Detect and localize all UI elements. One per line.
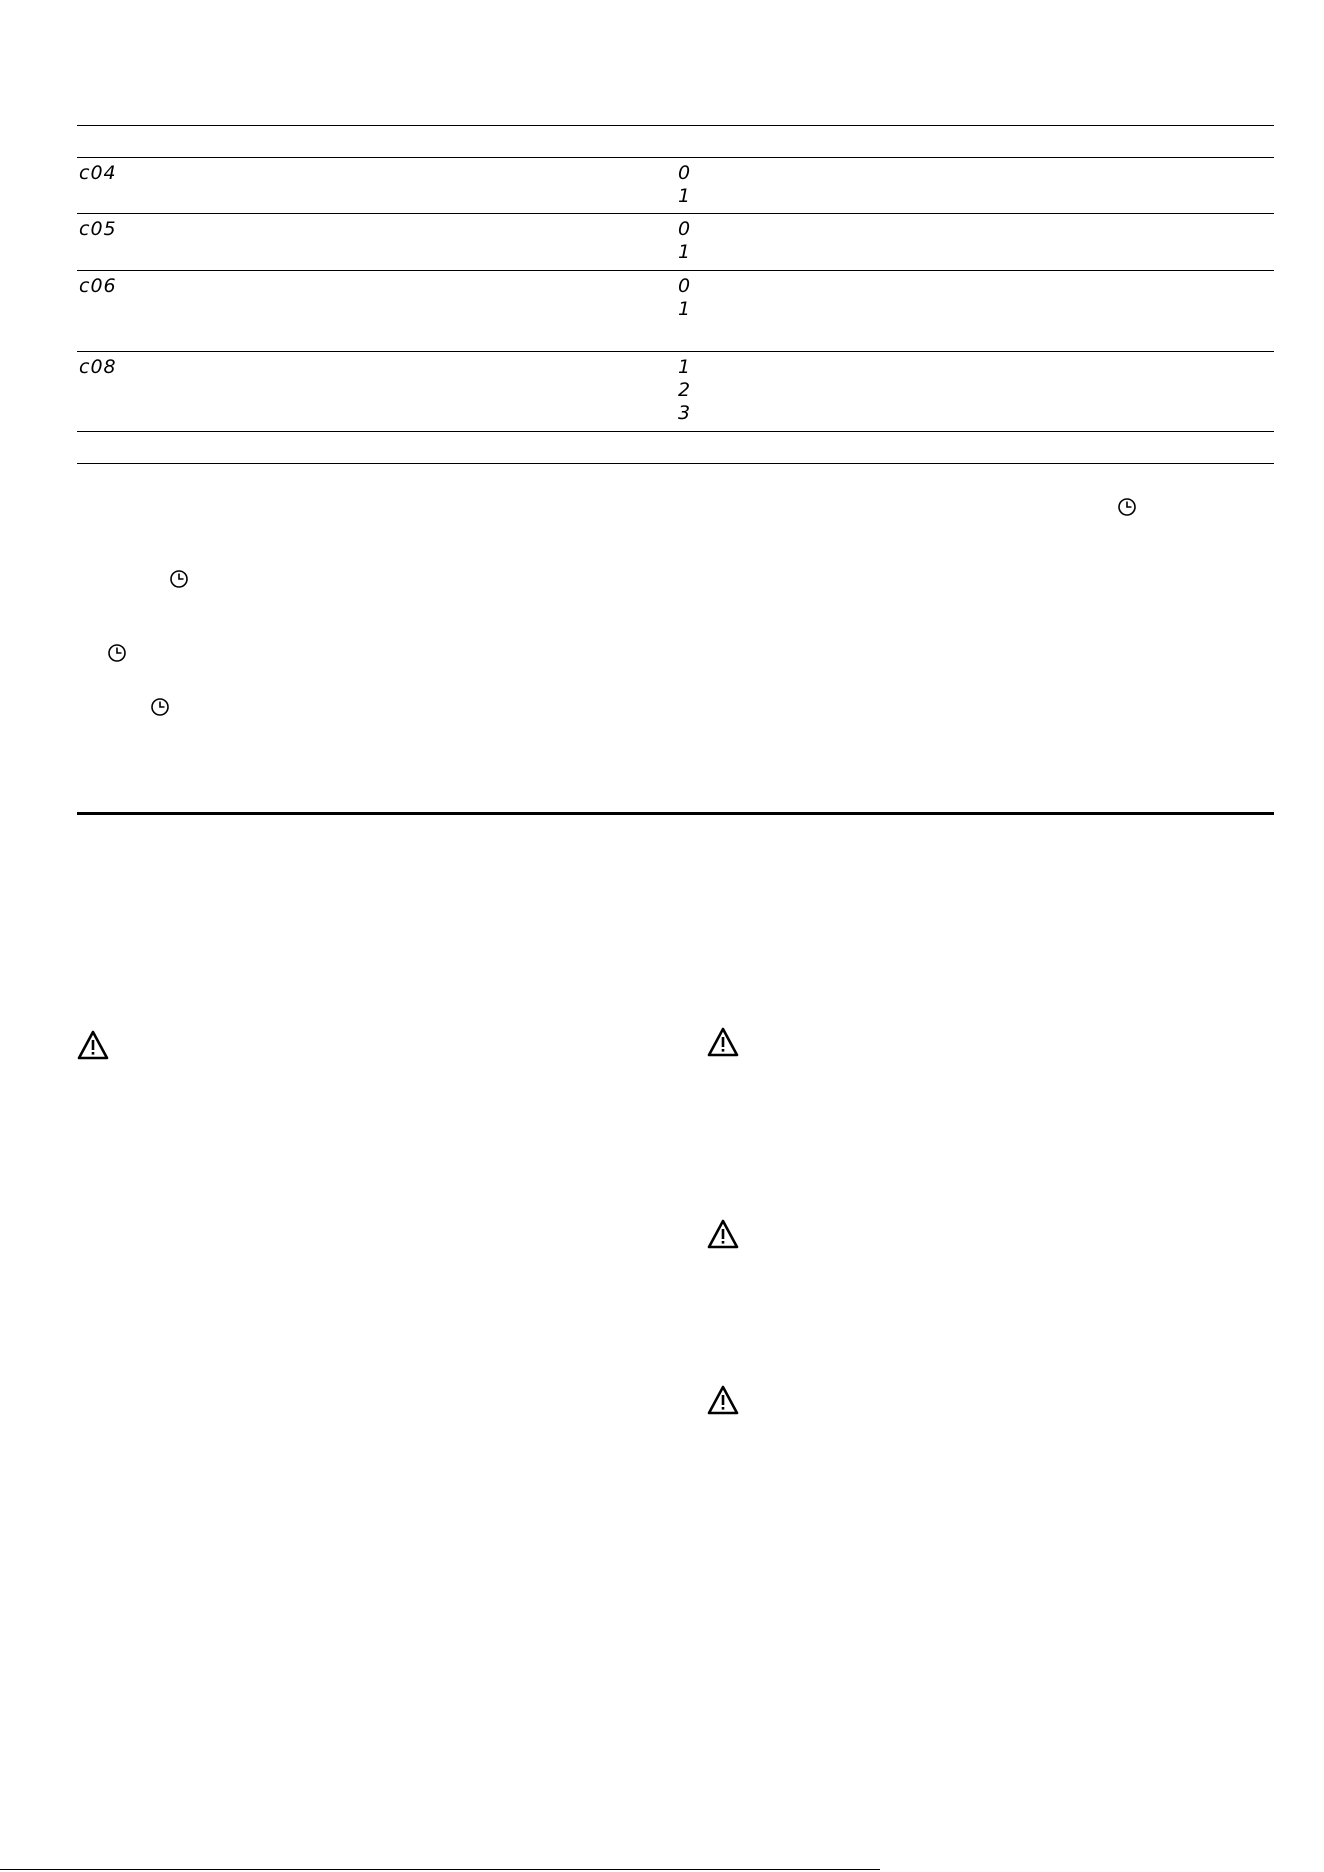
table-header-rule	[77, 157, 1274, 158]
clock-icon	[1117, 497, 1137, 517]
setting-value: 0	[678, 275, 691, 297]
table-top-rule	[77, 125, 1274, 126]
section-rule	[77, 463, 1274, 464]
table-row-rule	[77, 270, 1274, 271]
table-bottom-rule	[77, 431, 1274, 432]
setting-value: 3	[678, 402, 691, 424]
footer-rule	[0, 1869, 880, 1870]
setting-value: 1	[678, 356, 691, 378]
warning-triangle-icon	[706, 1026, 740, 1058]
warning-triangle-icon	[706, 1218, 740, 1250]
table-row-rule	[77, 213, 1274, 214]
setting-value: 2	[678, 379, 691, 401]
setting-value: 1	[678, 298, 691, 320]
clock-icon	[169, 569, 189, 589]
warning-triangle-icon	[76, 1029, 110, 1061]
setting-value: 1	[678, 241, 691, 263]
warning-triangle-icon	[706, 1384, 740, 1416]
setting-code: c05	[79, 218, 117, 240]
clock-icon	[107, 643, 127, 663]
setting-value: 0	[678, 162, 691, 184]
section-divider	[77, 812, 1274, 815]
setting-code: c08	[79, 356, 117, 378]
setting-code: c04	[79, 162, 117, 184]
setting-value: 1	[678, 185, 691, 207]
setting-value: 0	[678, 218, 691, 240]
clock-icon	[150, 697, 170, 717]
table-row-rule	[77, 351, 1274, 352]
setting-code: c06	[79, 275, 117, 297]
